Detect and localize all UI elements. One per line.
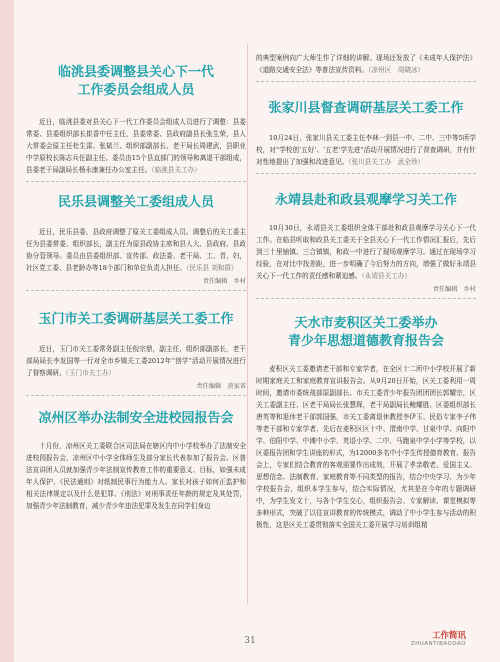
editor-credit: 责任编辑 黄家省 (196, 383, 246, 390)
article-body (26, 226, 246, 274)
article-body-text: 近日，玉门市关工委常务副主任倪宗鼎，副主任、组织部副部长，老干部局局长李发国等一行对全市乡镇关工委2012年“创学”活动开展情况进行了督察调研。 (26, 345, 246, 377)
article-source: （玉门市关工办） (65, 369, 116, 377)
section-brand (411, 631, 466, 648)
article-title-line-1: 临洮县委调整县关心下一代 (57, 65, 214, 80)
article-source: （张川县关工办 武全珍） (348, 158, 425, 166)
article-title-line-2: 工作委员会组成人员 (77, 83, 195, 98)
brand-subtitle: ZHUANTIBAODAO (410, 641, 466, 647)
article-title-line-1: 天水市麦积区关工委举办 (294, 316, 438, 331)
article-maiji (256, 315, 476, 531)
article-body (256, 52, 476, 76)
article-title (26, 64, 246, 100)
article-body-text: 10月24日，张家川县关工委主任李林一到县一中、二中、三中等5所学校，对“学校创‘五好’、‘五老’学先进”活动开展情况进行了督查调研，并有针对性地提出了加强和改进意见。 (256, 134, 476, 166)
article-title (256, 315, 476, 351)
left-column (26, 44, 246, 512)
article-body (26, 343, 246, 379)
brand-title: 工作简讯 (431, 631, 466, 641)
divider (256, 298, 476, 299)
article-body (26, 116, 246, 176)
article-title: 玉门市关工委调研基层关工委工作 (38, 312, 234, 327)
column-divider (247, 44, 248, 604)
article-source: （临洮县关工办） (151, 166, 201, 174)
article-body-text: 麦积区关工委邀请老干部和专家学者，在全区十二所中小学校开展了新时期家庭关工和家庭教育宣讲报告会。从9月20日开始，区关工委利用一周时间，邀请市委统战部原副部长、市关工委青少年报告团团团长郭耀宗，区关工委副主任、区老干局局长张慧琛，老干局副局长鲍耀胜、区委组织部长唐英等和退休老干部郭国强，市关工委离退休教授李伊玉、民俗专家李子伟等老干部和专家学者、先后在麦积区区十中、渭南中学、甘泉中学、向阳中学、伯阳中学、中滩中小学、英语小学、二中、马跑泉中学小学等学校，以区委报告团和学生讲座的形式，为12000多名中小学生传授德育教育、报告会上，专家们结合教育的客观需要作出成效，开展了孝亲敬老、爱国主义、思想信念、法制教育、家庭教育等不同类型的报告，结合中央学习、为少年学校报告会，组织本学生参与，结合实际情况，尤其是在今年的专题调研中，为学生发文十，与各个学生交心，组织报告会、专家解读、课堂模拟等多种形式，突破了以往宣讲教育的传统模式，调动了中小学生参与活动的积极性，这是区关工委贯彻落实全国关工委开展学习培训组精 (256, 365, 476, 529)
article-body-text: 十月份，凉州区关工委联合区司法局在辖区内中小学校举办了法制安全进校园报告会，凉州区中小学全体师生及部分家长代表参加了报告会。区普法宣讲团人员就加强青少年法制宣传教育工作的重要意义、目标，如强未成年人保护、《民法通则》对纸制民事行为能力人、家长对孩子如何正监护和相关法律规定以及什么是犯罪、《刑法》对刑事责任年龄的规定及其处罚，加强青少年法制教育，减少青少年违法犯罪及发生在同学们身边 (26, 442, 246, 510)
left-margin-strip (0, 0, 14, 662)
article-title: 民乐县调整关工委组成人员 (57, 195, 214, 210)
article-liangzhou-continued (256, 52, 476, 82)
editor-credit: 责任编辑 乡村 (432, 286, 476, 293)
article-liangzhou (26, 410, 246, 512)
divider (26, 181, 246, 182)
top-band (14, 0, 500, 42)
article-yumen (26, 311, 246, 396)
article-body (26, 440, 246, 512)
article-body (256, 222, 476, 282)
article-title: 凉州区举办法制安全进校园报告会 (38, 411, 234, 426)
article-lintao (26, 64, 246, 182)
article-body-text: 近日，民乐县委、县政府调整了原关工委组成人员。调整后的关工委主任为县委常委、组织部长，副主任为原县政协主席和县人大、县政府、县政协分管领导。委员由县委组织部、宣传部、政法委、老干局、工、青、妇，社区党工委、县老龄办等18个部门和单位负责人担任。 (26, 228, 246, 272)
article-source: （凉州区 周晓冰） (368, 66, 425, 74)
right-column (256, 44, 476, 531)
article-zhangjiachuan (256, 100, 476, 174)
divider (256, 173, 476, 174)
article-body-text: 的典型案例向广大师生作了详细的讲解。现场还发放了《未成年人保护法》《道路交通安全法》等普法宣传资料。 (256, 54, 476, 74)
article-title-line-2: 青少年思想道德教育报告会 (287, 334, 444, 349)
article-body (256, 132, 476, 168)
editor-credit: 责任编辑 乡村 (202, 278, 246, 285)
article-body (256, 363, 476, 531)
article-body-text: 近日，临洮县委对县关心下一代工作委员会组成人员进行了调整：县委常委、县委组织部长崔香中任主任，县委常委、县政府副县长张生荣，县人大常委会原主任杜生雷、张斌兰、组织部副部长、老干局长周建武，县职业中学原校长陈志兵任副主任。委员由15个县直部门的领导和离退干部组成，县委老干局副局长杨永康兼任办公室主任。 (26, 118, 246, 174)
article-body-text: 10月30日，永靖县关工委组织全体干部赴和政县观摩学习关心下一代工作。在临县听取和政县关工委关于全县关心下一代工作情况汇报后，先后到三十里铺镇、三合镇镇，和政一中进行了现场观摩学习。通过在现场学习经验，在对比中找差距，进一步明确了今后努力的方向，增强了做好永靖县关心下一代工作的责任感和紧迫感。 (256, 224, 476, 280)
article-title: 张家川县督查调研基层关工委工作 (268, 101, 464, 116)
divider (26, 395, 246, 396)
article-source: （民乐县 刘和群） (186, 264, 238, 272)
page-number: 31 (244, 636, 256, 646)
article-title: 永靖县赴和政县观摩学习关工作 (274, 193, 457, 208)
article-yongjing (256, 192, 476, 299)
divider (256, 81, 476, 82)
article-source: （永靖县关工办） (361, 272, 411, 280)
divider (26, 290, 246, 291)
article-minle (26, 194, 246, 291)
